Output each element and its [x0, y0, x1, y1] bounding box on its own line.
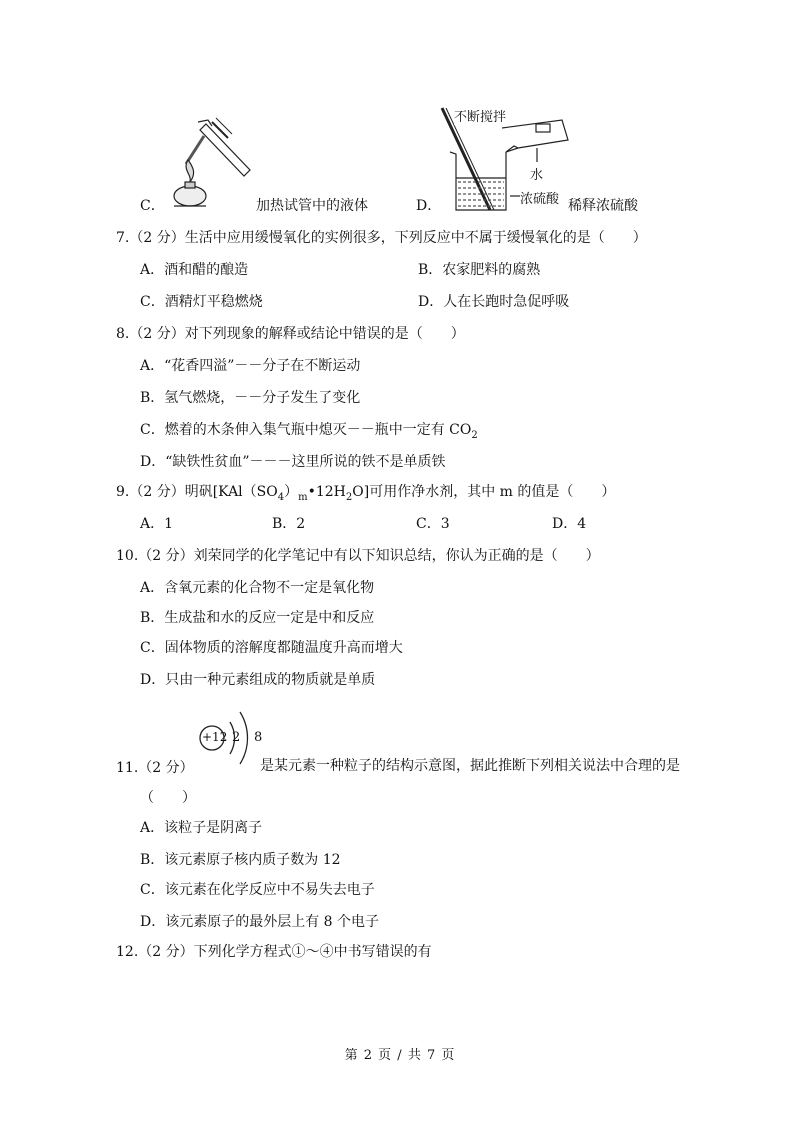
question-8-stem: 8.（2 分）对下列现象的解释或结论中错误的是（ ）: [116, 326, 465, 342]
q6-d-label-water: 水: [530, 168, 544, 183]
question-9-option-d: D．4: [552, 516, 587, 532]
question-7-stem: 7.（2 分）生活中应用缓慢氧化的实例很多，下列反应中不属于缓慢氧化的是（ ）: [116, 230, 647, 246]
q6-option-d-caption: 稀释浓硫酸: [568, 198, 638, 214]
question-9-option-c: C．3: [416, 516, 450, 532]
question-9-option-a: A．1: [140, 516, 174, 532]
question-12-stem: 12.（2 分）下列化学方程式①～④中书写错误的有: [116, 944, 432, 960]
q6-option-d-letter: D．: [416, 198, 442, 214]
co2-subscript: 2: [471, 430, 478, 441]
question-11-stem-paren: （ ）: [140, 790, 196, 806]
question-9-option-b: B．2: [272, 516, 306, 532]
atom-shell-1-count: 2: [232, 730, 241, 745]
question-10-option-d: D．只由一种元素组成的物质就是单质: [140, 672, 376, 688]
q9-stem-part-c: •12H: [307, 484, 346, 500]
question-8-option-a: A．“花香四溢”－－分子在不断运动: [140, 358, 361, 374]
question-10-option-b: B．生成盐和水的反应一定是中和反应: [140, 610, 375, 626]
question-11-option-d: D．该元素原子的最外层上有 8 个电子: [140, 914, 380, 930]
question-11-stem-prefix: 11.（2 分）: [116, 760, 194, 776]
q9-sub-4: 4: [277, 492, 285, 503]
q9-stem-part-b: ）: [284, 484, 299, 500]
alcohol-lamp-heating-figure: [168, 112, 260, 212]
atom-structure-diagram: [194, 700, 270, 772]
question-7-option-b: B．农家肥料的腐熟: [418, 262, 541, 278]
question-11-option-b: B．该元素原子核内质子数为 12: [140, 852, 341, 868]
question-8-option-b: B．氢气燃烧，－－分子发生了变化: [140, 390, 361, 406]
q9-sub-m: m: [298, 492, 308, 503]
dilute-acid-figure: [436, 106, 574, 214]
question-8-option-d: D．“缺铁性贫血”－－－这里所说的铁不是单质铁: [140, 454, 446, 470]
q6-option-c-letter: C．: [140, 198, 165, 214]
q6-d-label-stir: 不断搅拌: [454, 106, 506, 125]
question-9-stem: [116, 482, 615, 504]
question-7-option-a: A．酒和醋的酿造: [140, 262, 249, 278]
question-11-option-a: A．该粒子是阴离子: [140, 820, 263, 836]
q9-sub-2: 2: [345, 492, 353, 503]
question-7-option-d: D．人在长跑时急促呼吸: [418, 294, 570, 310]
q9-stem-part-d: O]可用作净水剂，其中 m 的值是（ ）: [352, 484, 616, 500]
question-8-option-c: [140, 420, 478, 442]
question-8-option-c-text: C．燃着的木条伸入集气瓶中熄灭－－瓶中一定有 CO: [140, 422, 472, 438]
question-11-stem-suffix: 是某元素一种粒子的结构示意图，据此推断下列相关说法中合理的是: [260, 758, 680, 774]
question-7-option-c: C．酒精灯平稳燃烧: [140, 294, 263, 310]
atom-shell-2-count: 8: [254, 730, 263, 745]
question-10-option-c: C．固体物质的溶解度都随温度升高而增大: [140, 640, 403, 656]
page-footer: 第 2 页 / 共 7 页: [344, 1048, 456, 1063]
q6-option-c-caption: 加热试管中的液体: [256, 198, 368, 214]
atom-nucleus-charge: +12: [202, 730, 228, 744]
q6-d-label-acid: 浓硫酸: [520, 192, 560, 207]
question-10-option-a: A．含氧元素的化合物不一定是氧化物: [140, 580, 375, 596]
question-10-stem: 10.（2 分）刘荣同学的化学笔记中有以下知识总结，你认为正确的是（ ）: [116, 548, 600, 564]
question-11-option-c: C．该元素在化学反应中不易失去电子: [140, 882, 375, 898]
q9-stem-part-a: 9.（2 分）明矾[KAl（SO: [116, 484, 278, 500]
